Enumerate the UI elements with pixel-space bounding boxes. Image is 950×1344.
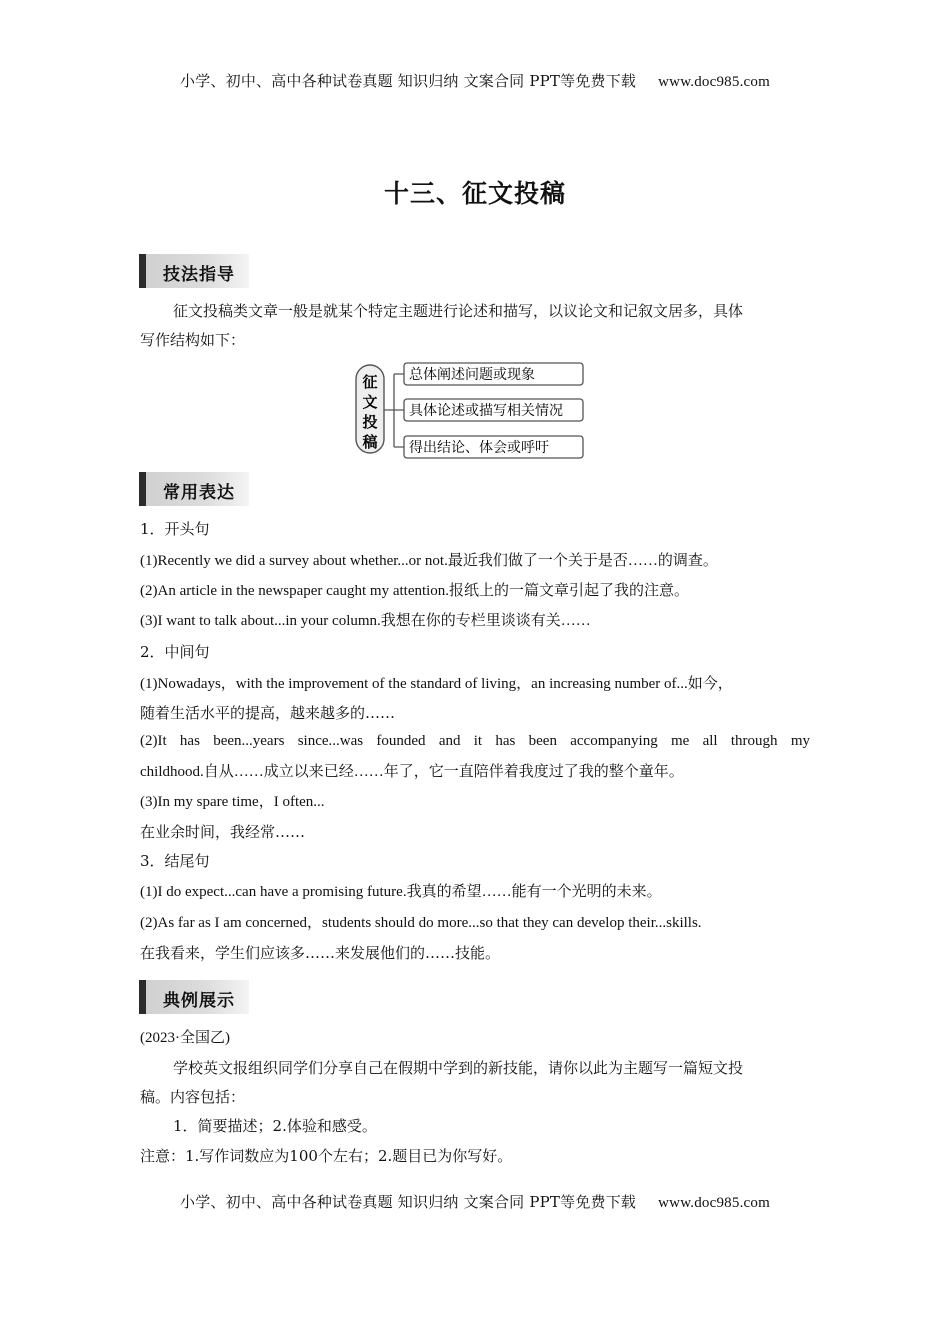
diagram-branch-2: 具体论述或描写相关情况: [409, 403, 563, 419]
expr-closing-2a: (2)As far as I am concerned，students should do more...so that they can develop their...skills.: [140, 915, 702, 931]
diagram-branch-3: 得出结论、体会或呼吁: [409, 440, 549, 456]
expr-closing-1: (1)I do expect...can have a promising future.我真的希望……能有一个光明的未来。: [140, 884, 662, 900]
page-title: 十三、征文投稿: [383, 179, 566, 208]
expr-heading-opening: 1．开头句: [140, 520, 210, 538]
diagram-root-char-4: 稿: [362, 433, 378, 451]
intro-line-1: 征文投稿类文章一般是就某个特定主题进行论述和描写，以议论文和记叙文居多，具体: [173, 302, 744, 320]
diagram-root-char-3: 投: [362, 413, 378, 431]
diagram-connector: [384, 374, 404, 447]
section-bar: [139, 472, 146, 506]
section-heading-technique: [139, 254, 249, 288]
section-heading-label: 技法指导: [163, 265, 235, 285]
example-source: (2023·全国乙): [140, 1030, 230, 1046]
diagram-branch-1: 总体阐述问题或现象: [409, 367, 535, 383]
intro-line-2: 写作结构如下：: [140, 331, 246, 349]
expr-heading-closing: 3．结尾句: [140, 852, 210, 870]
expr-middle-2a: (2)It has been...years since...was founded and it has been accompanying me all through my: [140, 733, 810, 749]
footer-text: 小学、初中、高中各种试卷真题 知识归纳 文案合同 PPT等免费下载: [180, 1193, 637, 1211]
header-text: 小学、初中、高中各种试卷真题 知识归纳 文案合同 PPT等免费下载: [180, 72, 637, 90]
section-bar: [139, 254, 146, 288]
example-prompt: [140, 1054, 810, 1112]
expr-middle-1a: (1)Nowadays，with the improvement of the standard of living，an increasing number of...如今，: [140, 676, 733, 692]
section-heading-expressions: [139, 472, 249, 506]
section-heading-example: [139, 980, 249, 1014]
example-prompt-line-1: 学校英文报组织同学们分享自己在假期中学到的新技能，请你以此为主题写一篇短文投: [173, 1059, 744, 1077]
footer-site: www.doc985.com: [658, 1195, 770, 1211]
expr-opening-2: (2)An article in the newspaper caught my attention.报纸上的一篇文章引起了我的注意。: [140, 583, 690, 599]
intro-paragraph: [140, 297, 810, 355]
expr-middle-3a: (3)In my spare time，I often...: [140, 794, 325, 810]
page-footer: [0, 1191, 950, 1212]
diagram-root-char-2: 文: [362, 393, 378, 411]
section-bar: [139, 980, 146, 1014]
section-heading-label: 典例展示: [163, 991, 235, 1011]
structure-diagram: [350, 358, 590, 464]
example-prompt-line-2: 稿。内容包括：: [140, 1088, 246, 1106]
expr-opening-3: (3)I want to talk about...in your column.我想在你的专栏里谈谈有关……: [140, 613, 591, 629]
expr-middle-3b: 在业余时间，我经常……: [140, 823, 306, 841]
example-note: 注意：1.写作词数应为100个左右；2.题目已为你写好。: [140, 1147, 513, 1165]
expr-opening-1: (1)Recently we did a survey about whether...or not.最近我们做了一个关于是否……的调查。: [140, 553, 718, 569]
page-header: [0, 70, 950, 91]
header-site: www.doc985.com: [658, 74, 770, 90]
expr-middle-1b: 随着生活水平的提高，越来越多的……: [140, 704, 396, 722]
expr-middle-2b: childhood.自从……成立以来已经……年了，它一直陪伴着我度过了我的整个童年。: [140, 764, 684, 780]
example-content-points: 1．简要描述；2.体验和感受。: [173, 1117, 377, 1135]
diagram-root-char-1: 征: [362, 373, 378, 391]
section-heading-label: 常用表达: [163, 483, 235, 503]
expr-closing-2b: 在我看来，学生们应该多……来发展他们的……技能。: [140, 944, 501, 962]
expr-heading-middle: 2．中间句: [140, 643, 210, 661]
